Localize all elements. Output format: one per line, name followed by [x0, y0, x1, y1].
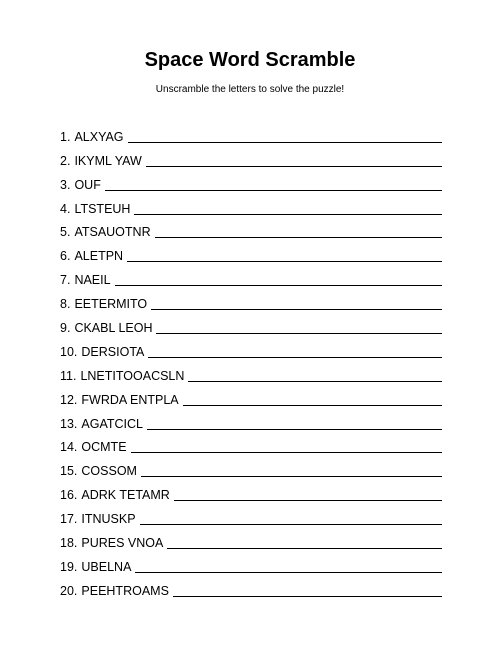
item-number: 20.	[60, 583, 78, 598]
scrambled-word: LTSTEUH	[74, 201, 131, 216]
scrambled-word: ADRK TETAMR	[81, 488, 170, 503]
answer-blank-line	[147, 417, 442, 430]
scramble-item	[60, 574, 442, 598]
scramble-item	[60, 168, 442, 192]
item-number: 9.	[60, 321, 71, 336]
scramble-item	[60, 335, 442, 359]
scramble-item	[60, 478, 442, 502]
scramble-item	[60, 120, 442, 144]
item-number: 17.	[60, 512, 78, 527]
answer-blank-line	[151, 297, 442, 310]
scramble-item	[60, 383, 442, 407]
item-number: 4.	[60, 201, 71, 216]
item-number: 8.	[60, 297, 71, 312]
answer-blank-line	[183, 393, 442, 406]
answer-blank-line	[148, 345, 442, 358]
answer-blank-line	[167, 536, 442, 549]
scrambled-word: OCMTE	[81, 440, 127, 455]
scrambled-word: NAEIL	[74, 273, 111, 288]
answer-blank-line	[128, 130, 442, 143]
scramble-item	[60, 407, 442, 431]
item-number: 11.	[60, 368, 77, 383]
item-number: 19.	[60, 559, 78, 574]
scramble-item	[60, 454, 442, 478]
item-number: 6.	[60, 249, 71, 264]
scrambled-word: DERSIOTA	[81, 344, 145, 359]
worksheet-instructions: Unscramble the letters to solve the puzzle!	[155, 84, 345, 95]
answer-blank-line	[156, 321, 442, 334]
answer-blank-line	[141, 464, 442, 477]
scrambled-word: IKYML YAW	[74, 153, 142, 168]
answer-blank-line	[155, 225, 442, 238]
scramble-item	[60, 216, 442, 240]
scramble-item	[60, 239, 442, 263]
item-number: 5.	[60, 225, 71, 240]
item-number: 3.	[60, 177, 71, 192]
scramble-list	[60, 120, 442, 598]
scrambled-word: ITNUSKP	[81, 512, 136, 527]
item-number: 10.	[60, 344, 78, 359]
item-number: 12.	[60, 392, 78, 407]
item-number: 7.	[60, 273, 71, 288]
scrambled-word: ALETPN	[74, 249, 124, 264]
scrambled-word: UBELNA	[81, 559, 132, 574]
item-number: 2.	[60, 153, 71, 168]
scrambled-word: LNETITOOACSLN	[80, 368, 185, 383]
worksheet-title: Space Word Scramble	[144, 49, 356, 71]
item-number: 16.	[60, 488, 78, 503]
scrambled-word: OUF	[74, 177, 101, 192]
scrambled-word: FWRDA ENTPLA	[81, 392, 179, 407]
scrambled-word: EETERMITO	[74, 297, 148, 312]
scrambled-word: CKABL LEOH	[74, 321, 153, 336]
answer-blank-line	[134, 202, 442, 215]
scrambled-word: PEEHTROAMS	[81, 583, 169, 598]
item-number: 1.	[60, 129, 71, 144]
scramble-item	[60, 192, 442, 216]
scramble-item	[60, 287, 442, 311]
scrambled-word: ATSAUOTNR	[74, 225, 151, 240]
scrambled-word: PURES VNOA	[81, 536, 164, 551]
scramble-item	[60, 502, 442, 526]
answer-blank-line	[127, 249, 442, 262]
answer-blank-line	[135, 560, 442, 573]
item-number: 13.	[60, 416, 78, 431]
scramble-item	[60, 550, 442, 574]
answer-blank-line	[173, 584, 442, 597]
scrambled-word: AGATCICL	[81, 416, 143, 431]
scramble-item	[60, 431, 442, 455]
scramble-item	[60, 144, 442, 168]
scramble-item	[60, 311, 442, 335]
answer-blank-line	[115, 273, 442, 286]
scrambled-word: COSSOM	[81, 464, 137, 479]
scramble-item	[60, 526, 442, 550]
answer-blank-line	[188, 369, 442, 382]
answer-blank-line	[140, 512, 442, 525]
scramble-item	[60, 263, 442, 287]
item-number: 15.	[60, 464, 78, 479]
answer-blank-line	[105, 178, 442, 191]
answer-blank-line	[174, 488, 442, 501]
scramble-item	[60, 359, 442, 383]
item-number: 18.	[60, 536, 78, 551]
answer-blank-line	[131, 440, 442, 453]
item-number: 14.	[60, 440, 78, 455]
answer-blank-line	[146, 154, 442, 167]
scrambled-word: ALXYAG	[74, 129, 124, 144]
